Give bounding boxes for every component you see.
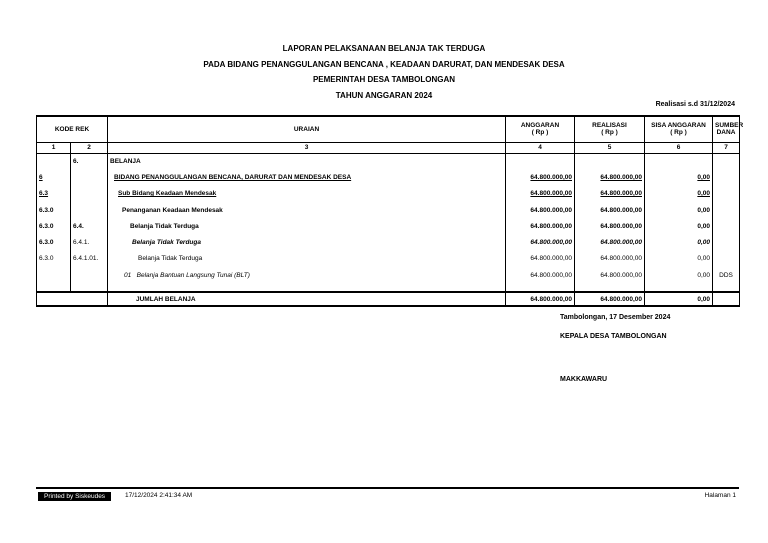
sisa-cell: 0,00 bbox=[645, 202, 713, 218]
page-number: Halaman 1 bbox=[704, 492, 736, 499]
kode-rek-2 bbox=[71, 169, 108, 185]
anggaran-cell: 64.800.000,00 bbox=[506, 218, 575, 234]
column-number: 6 bbox=[645, 142, 713, 153]
anggaran-cell bbox=[506, 153, 575, 169]
kode-rek-1: 6.3.0 bbox=[37, 202, 71, 218]
anggaran-cell: 64.800.000,00 bbox=[506, 251, 575, 267]
table-row bbox=[37, 267, 740, 283]
header-realisasi: REALISASI ( Rp ) bbox=[575, 116, 645, 142]
kode-rek-2 bbox=[71, 202, 108, 218]
sisa-cell: 0,00 bbox=[645, 218, 713, 234]
realisasi-cell: 64.800.000,00 bbox=[575, 251, 645, 267]
sisa-cell: 0,00 bbox=[645, 234, 713, 250]
signature-position: KEPALA DESA TAMBOLONGAN bbox=[560, 333, 667, 340]
uraian-cell: Sub Bidang Keadaan Mendesak bbox=[108, 186, 506, 202]
column-number: 3 bbox=[108, 142, 506, 153]
kode-rek-2: 6.4.1.01. bbox=[71, 251, 108, 267]
signature-place-date: Tambolongan, 17 Desember 2024 bbox=[560, 314, 671, 321]
sumber-cell bbox=[713, 251, 740, 267]
uraian-cell: Penanganan Keadaan Mendesak bbox=[108, 202, 506, 218]
table-row bbox=[37, 251, 740, 267]
total-row bbox=[37, 292, 740, 306]
realisasi-cell bbox=[575, 153, 645, 169]
realisasi-cell: 64.800.000,00 bbox=[575, 267, 645, 283]
realisasi-cell: 64.800.000,00 bbox=[575, 234, 645, 250]
uraian-cell bbox=[108, 267, 506, 283]
report-title: LAPORAN PELAKSANAAN BELANJA TAK TERDUGA bbox=[282, 44, 486, 53]
anggaran-cell: 64.800.000,00 bbox=[506, 267, 575, 283]
header-anggaran: ANGGARAN ( Rp ) bbox=[506, 116, 575, 142]
kode-rek-1: 6.3.0 bbox=[37, 218, 71, 234]
sumber-cell bbox=[713, 169, 740, 185]
footer-divider bbox=[36, 487, 739, 489]
printed-by-badge: Printed by Siskeudes bbox=[38, 492, 111, 501]
sumber-cell bbox=[713, 202, 740, 218]
kode-rek-2: 6. bbox=[71, 153, 108, 169]
total-sisa: 0,00 bbox=[645, 292, 713, 306]
sumber-cell bbox=[713, 218, 740, 234]
sisa-cell: 0,00 bbox=[645, 169, 713, 185]
total-anggaran: 64.800.000,00 bbox=[506, 292, 575, 306]
report-subtitle: PADA BIDANG PENANGGULANGAN BENCANA , KEADAAN DARURAT, DAN MENDESAK DESA bbox=[203, 59, 565, 69]
uraian-cell: Belanja Tidak Terduga bbox=[108, 218, 506, 234]
spacer-row bbox=[37, 283, 740, 292]
kode-rek-1: 6 bbox=[37, 169, 71, 185]
kode-rek-1: 6.3 bbox=[37, 186, 71, 202]
total-realisasi: 64.800.000,00 bbox=[575, 292, 645, 306]
header-kode-rek: KODE REK bbox=[37, 116, 108, 142]
anggaran-cell: 64.800.000,00 bbox=[506, 169, 575, 185]
table-row bbox=[37, 218, 740, 234]
sisa-cell: 0,00 bbox=[645, 267, 713, 283]
uraian-cell: BELANJA bbox=[108, 153, 506, 169]
sumber-cell bbox=[713, 186, 740, 202]
sisa-cell: 0,00 bbox=[645, 186, 713, 202]
kode-rek-1: 6.3.0 bbox=[37, 251, 71, 267]
sisa-cell bbox=[645, 153, 713, 169]
report-titles bbox=[0, 41, 768, 103]
sumber-cell bbox=[713, 153, 740, 169]
kode-rek-1 bbox=[37, 153, 71, 169]
realisasi-cell: 64.800.000,00 bbox=[575, 169, 645, 185]
total-blank bbox=[37, 292, 108, 306]
sumber-cell: DDS bbox=[713, 267, 740, 283]
column-number-row bbox=[37, 142, 740, 153]
detail-label: Belanja Bantuan Langsung Tunai (BLT) bbox=[136, 271, 250, 279]
sumber-cell bbox=[713, 234, 740, 250]
report-fiscal-year: TAHUN ANGGARAN 2024 bbox=[335, 90, 433, 100]
uraian-cell: BIDANG PENANGGULANGAN BENCANA, DARURAT DAN MENDESAK DESA bbox=[108, 169, 506, 185]
uraian-cell: Belanja Tidak Terduga bbox=[108, 234, 506, 250]
header-sumber-dana: SUMBER DANA bbox=[713, 116, 740, 142]
kode-rek-1: 6.3.0 bbox=[37, 234, 71, 250]
anggaran-cell: 64.800.000,00 bbox=[506, 186, 575, 202]
total-sumber bbox=[713, 292, 740, 306]
print-timestamp: 17/12/2024 2:41:34 AM bbox=[125, 492, 193, 499]
table-row bbox=[37, 169, 740, 185]
table-row bbox=[37, 186, 740, 202]
kode-rek-1 bbox=[37, 267, 71, 283]
uraian-cell: Belanja Tidak Terduga bbox=[108, 251, 506, 267]
realisasi-cell: 64.800.000,00 bbox=[575, 218, 645, 234]
kode-rek-2 bbox=[71, 186, 108, 202]
table-row bbox=[37, 234, 740, 250]
anggaran-cell: 64.800.000,00 bbox=[506, 202, 575, 218]
column-number: 7 bbox=[713, 142, 740, 153]
realisasi-cell: 64.800.000,00 bbox=[575, 202, 645, 218]
kode-rek-2: 6.4.1. bbox=[71, 234, 108, 250]
realization-period: Realisasi s.d 31/12/2024 bbox=[655, 101, 735, 108]
report-government: PEMERINTAH DESA TAMBOLONGAN bbox=[312, 75, 456, 85]
header-uraian: URAIAN bbox=[108, 116, 506, 142]
column-number: 1 bbox=[37, 142, 71, 153]
realisasi-cell: 64.800.000,00 bbox=[575, 186, 645, 202]
column-number: 2 bbox=[71, 142, 108, 153]
report-table bbox=[36, 115, 744, 307]
kode-rek-2 bbox=[71, 267, 108, 283]
detail-code: 01 bbox=[124, 271, 132, 279]
anggaran-cell: 64.800.000,00 bbox=[506, 234, 575, 250]
sisa-cell: 0,00 bbox=[645, 251, 713, 267]
header-sisa-anggaran: SISA ANGGARAN ( Rp ) bbox=[645, 116, 713, 142]
table-row bbox=[37, 153, 740, 169]
table-header-row bbox=[37, 116, 740, 142]
column-number: 4 bbox=[506, 142, 575, 153]
column-number: 5 bbox=[575, 142, 645, 153]
total-label: JUMLAH BELANJA bbox=[108, 292, 506, 306]
signature-name: MAKKAWARU bbox=[560, 376, 608, 383]
kode-rek-2: 6.4. bbox=[71, 218, 108, 234]
table-row bbox=[37, 202, 740, 218]
